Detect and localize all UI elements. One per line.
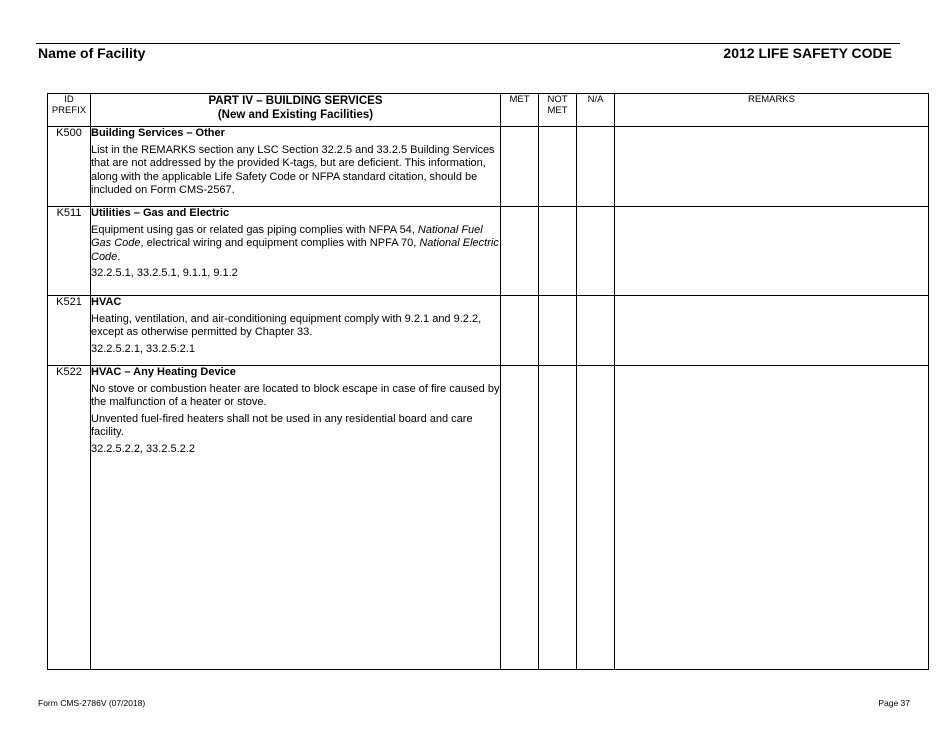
met-cell[interactable] [501,366,539,670]
not-met-cell[interactable] [539,366,577,670]
row-description [91,296,501,366]
na-header: N/A [577,94,615,127]
row-id: K511 [48,207,91,296]
code-title: 2012 LIFE SAFETY CODE [723,45,892,61]
met-cell[interactable] [501,296,539,366]
row-description [91,207,501,296]
remarks-cell[interactable] [615,127,929,207]
not-met-header: NOT MET [539,94,577,127]
na-cell[interactable] [577,366,615,670]
na-cell[interactable] [577,127,615,207]
row-text: No stove or combustion heater are located to block escape in case of fire caused by the malfunction of a heater or stove. [91,382,500,408]
row-reference: 32.2.5.1, 33.2.5.1, 9.1.1, 9.1.2 [91,267,238,279]
remarks-cell[interactable] [615,366,929,670]
row-description [91,366,501,670]
row-text: Equipment using gas or related gas piping complies with NFPA 54, National Fuel Gas Code, electrical wiring and equipment complies with NPFA 70, National Electric Code. [91,223,499,263]
row-id: K522 [48,366,91,670]
row-title: Building Services – Other [91,127,225,139]
row-id: K500 [48,127,91,207]
table-header-row [48,94,929,127]
row-reference: 32.2.5.2.1, 33.2.5.2.1 [91,342,195,355]
met-header: MET [501,94,539,127]
row-title: HVAC – Any Heating Device [91,366,236,378]
table-row [48,207,929,296]
table-row [48,296,929,366]
row-reference: 32.2.5.2.2, 33.2.5.2.2 [91,442,195,455]
remarks-header: REMARKS [615,94,929,127]
facility-name-label: Name of Facility [38,45,146,61]
building-services-table [47,93,929,670]
met-cell[interactable] [501,207,539,296]
row-id: K521 [48,296,91,366]
page-number: Page 37 [878,698,910,708]
row-text: Heating, ventilation, and air-conditioning equipment comply with 9.2.1 and 9.2.2, except as otherwise permitted by Chapter 33. [91,312,482,338]
table-row [48,366,929,670]
row-text: List in the REMARKS section any LSC Section 32.2.5 and 33.2.5 Building Services that are not addressed by the provided K-tags, but are deficient. This information, along with the applicable Life Safety Code or NFPA standard citation, should be included on Form CMS-2567. [91,143,495,196]
na-cell[interactable] [577,296,615,366]
not-met-cell[interactable] [539,207,577,296]
table-row [48,127,929,207]
na-cell[interactable] [577,207,615,296]
part-title-header: PART IV – BUILDING SERVICES (New and Existing Facilities) [91,94,501,127]
row-title: HVAC [91,296,122,308]
row-text-2: Unvented fuel-fired heaters shall not be used in any residential board and care facility. [91,412,473,438]
not-met-cell[interactable] [539,127,577,207]
remarks-cell[interactable] [615,207,929,296]
met-cell[interactable] [501,127,539,207]
remarks-cell[interactable] [615,296,929,366]
row-title: Utilities – Gas and Electric [91,207,230,219]
header-rule [36,43,900,44]
not-met-cell[interactable] [539,296,577,366]
id-prefix-header: ID PREFIX [48,94,91,127]
row-description [91,127,501,207]
form-id: Form CMS-2786V (07/2018) [38,698,146,708]
